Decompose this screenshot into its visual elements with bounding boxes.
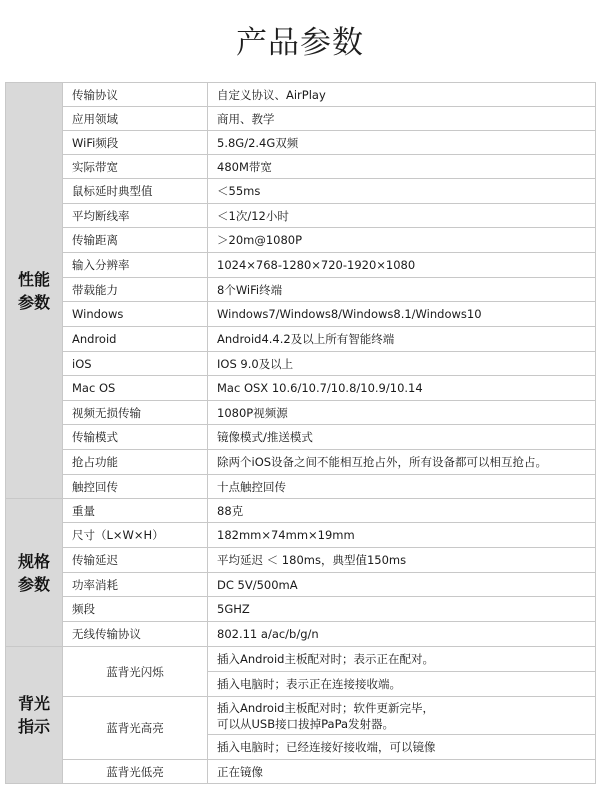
spec-value: Android4.4.2及以上所有智能终端 [208, 327, 596, 352]
spec-key: 蓝背光高亮 [63, 697, 208, 760]
spec-value: 1080P视频源 [208, 401, 596, 425]
spec-key: 触控回传 [63, 475, 208, 499]
spec-row [6, 475, 596, 499]
spec-value: 镜像模式/推送模式 [208, 425, 596, 450]
spec-row [6, 179, 596, 204]
spec-value: IOS 9.0及以上 [208, 352, 596, 376]
spec-value: ＞20m@1080P [208, 228, 596, 253]
spec-key: iOS [63, 352, 208, 376]
spec-row [6, 204, 596, 228]
spec-value: 插入电脑时；已经连接好接收端，可以镜像 [208, 735, 596, 760]
page-title: 产品参数 [236, 25, 364, 61]
spec-key: 抢占功能 [63, 450, 208, 475]
spec-row [6, 131, 596, 155]
group-label-line: 指示 [17, 717, 50, 736]
spec-value: 除两个iOS设备之间不能相互抢占外，所有设备都可以相互抢占。 [208, 450, 596, 475]
spec-value: 5GHZ [208, 597, 596, 622]
spec-key: 功率消耗 [63, 573, 208, 597]
spec-row [6, 302, 596, 327]
spec-key: 蓝背光闪烁 [63, 647, 208, 697]
spec-key: 鼠标延时典型值 [63, 179, 208, 204]
spec-value: Windows7/Windows8/Windows8.1/Windows10 [208, 302, 596, 327]
spec-key: 重量 [63, 499, 208, 523]
spec-key: Windows [63, 302, 208, 327]
spec-value: 插入电脑时；表示正在连接接收端。 [208, 672, 596, 697]
spec-key: 传输距离 [63, 228, 208, 253]
spec-value: 8个WiFi终端 [208, 278, 596, 302]
spec-key: 无线传输协议 [63, 622, 208, 647]
spec-value: 5.8G/2.4G双频 [208, 131, 596, 155]
spec-value: 插入Android主板配对时；表示正在配对。 [208, 647, 596, 672]
spec-value: ＜1次/12小时 [208, 204, 596, 228]
group-label [6, 647, 63, 784]
spec-key: 视频无损传输 [63, 401, 208, 425]
spec-value: 88克 [208, 499, 596, 523]
spec-key: 应用领域 [63, 107, 208, 131]
spec-value: Mac OSX 10.6/10.7/10.8/10.9/10.14 [208, 376, 596, 401]
spec-row [6, 647, 596, 672]
group-label [6, 499, 63, 647]
spec-value: 商用、教学 [208, 107, 596, 131]
spec-row [6, 327, 596, 352]
spec-row [6, 83, 596, 107]
spec-row [6, 597, 596, 622]
spec-key: Mac OS [63, 376, 208, 401]
spec-row [6, 253, 596, 278]
spec-value: 480M带宽 [208, 155, 596, 179]
spec-value: 1024×768-1280×720-1920×1080 [208, 253, 596, 278]
spec-value: 十点触控回传 [208, 475, 596, 499]
spec-row [6, 401, 596, 425]
spec-key: 频段 [63, 597, 208, 622]
spec-value: 802.11 a/ac/b/g/n [208, 622, 596, 647]
spec-row [6, 548, 596, 573]
spec-row [6, 697, 596, 735]
group-label-line: 参数 [17, 292, 50, 312]
spec-key: 实际带宽 [63, 155, 208, 179]
spec-row [6, 573, 596, 597]
spec-key: 带载能力 [63, 278, 208, 302]
spec-value: 正在镜像 [208, 760, 596, 784]
spec-row [6, 760, 596, 784]
spec-table [5, 82, 596, 784]
spec-row [6, 376, 596, 401]
group-label-line: 规格 [17, 551, 50, 571]
spec-key: 输入分辨率 [63, 253, 208, 278]
spec-value: ＜55ms [208, 179, 596, 204]
spec-value: 平均延迟 ＜ 180ms，典型值150ms [208, 548, 596, 573]
spec-value-line: 插入Android主板配对时；软件更新完毕， [217, 700, 434, 715]
spec-key: WiFi频段 [63, 131, 208, 155]
spec-row [6, 352, 596, 376]
spec-row [6, 622, 596, 647]
spec-value: 自定义协议、AirPlay [208, 83, 596, 107]
spec-row [6, 499, 596, 523]
spec-value [208, 697, 596, 735]
spec-key: 蓝背光低亮 [63, 760, 208, 784]
spec-value: DC 5V/500mA [208, 573, 596, 597]
spec-key: 传输模式 [63, 425, 208, 450]
spec-key: 传输延迟 [63, 548, 208, 573]
spec-row [6, 107, 596, 131]
spec-key: 传输协议 [63, 83, 208, 107]
spec-key: 尺寸（L×W×H） [63, 523, 208, 548]
group-label-line: 背光 [17, 694, 50, 713]
spec-row [6, 278, 596, 302]
group-label-line: 参数 [17, 574, 50, 594]
group-label-line: 性能 [17, 269, 50, 289]
spec-key: 平均断线率 [63, 204, 208, 228]
spec-value: 182mm×74mm×19mm [208, 523, 596, 548]
spec-row [6, 228, 596, 253]
group-label [6, 83, 63, 499]
spec-row [6, 155, 596, 179]
spec-key: Android [63, 327, 208, 352]
spec-row [6, 450, 596, 475]
spec-row [6, 425, 596, 450]
spec-row [6, 523, 596, 548]
spec-value-line: 可以从USB接口拔掉PaPa发射器。 [217, 716, 395, 731]
